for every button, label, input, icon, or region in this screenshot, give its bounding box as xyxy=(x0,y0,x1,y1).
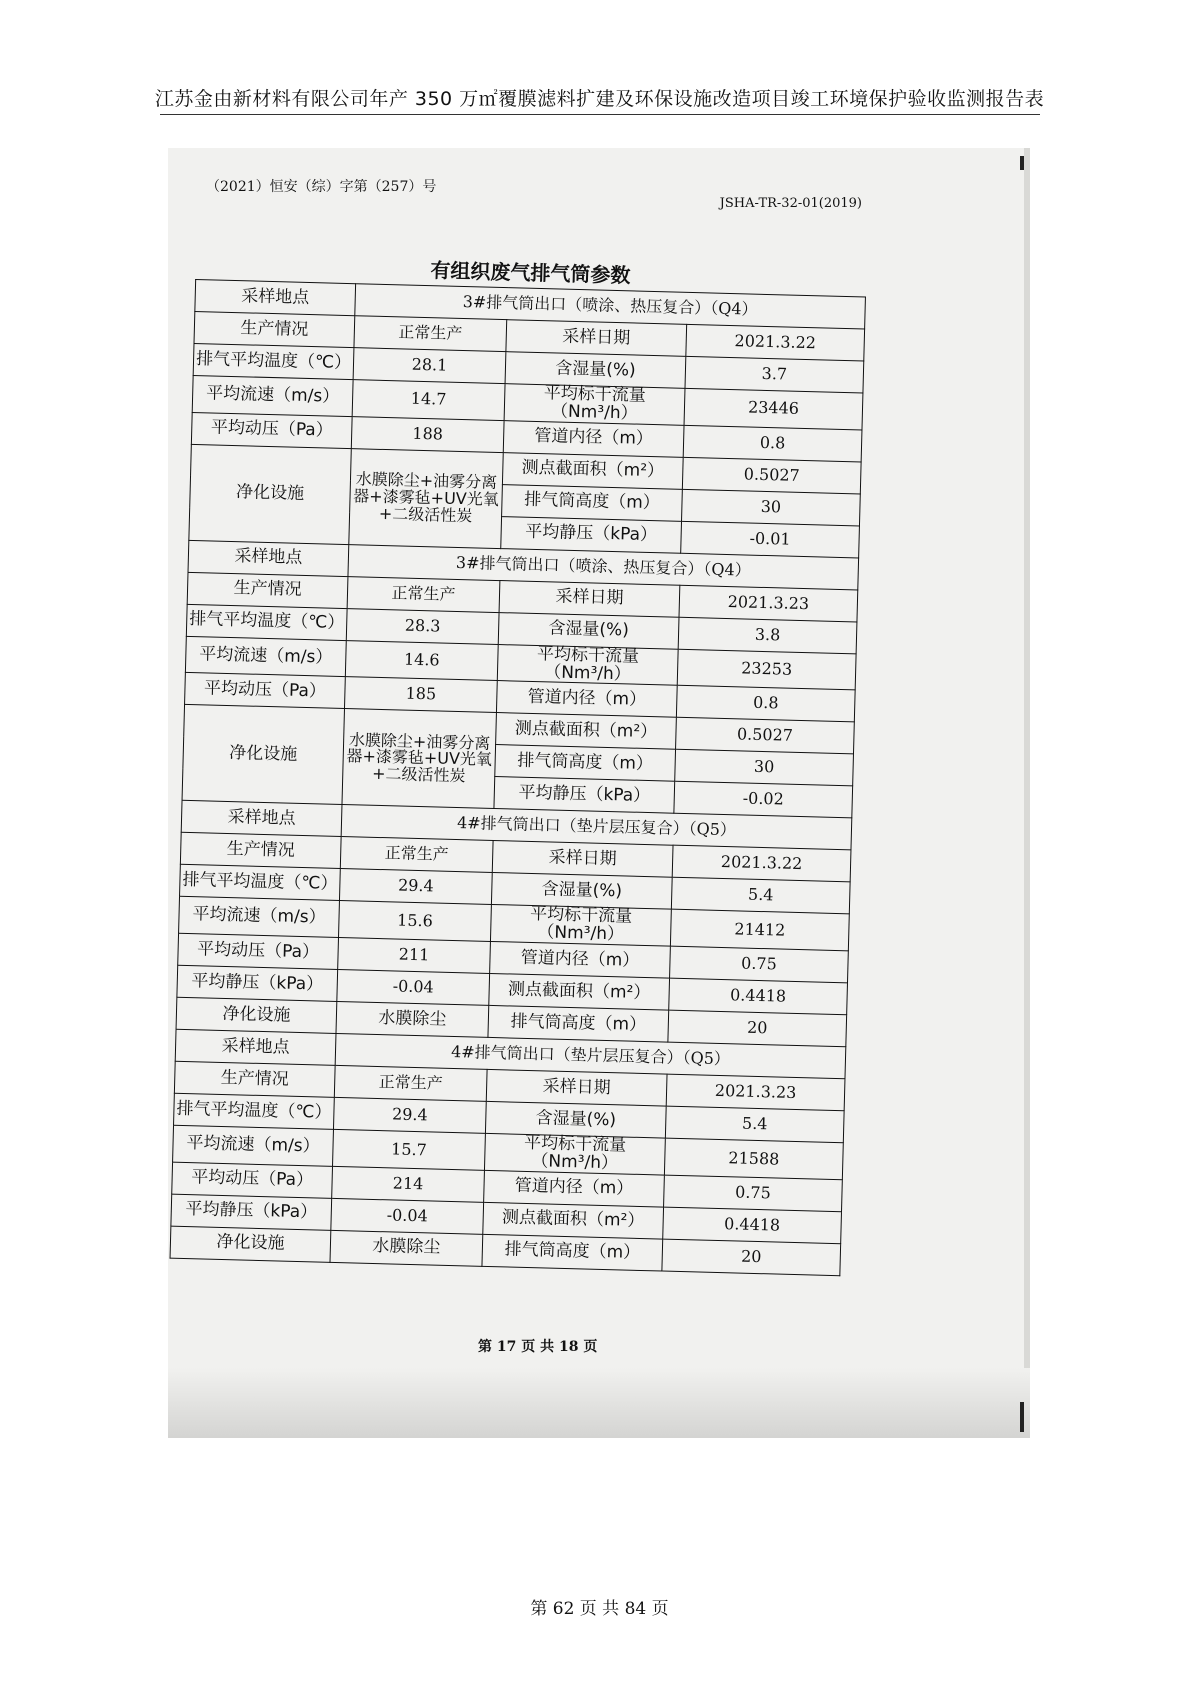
location-value: 4#排气筒出口（垫片层压复合）（Q5） xyxy=(341,805,852,850)
static-pressure-value: -0.01 xyxy=(681,521,860,558)
document-header: 江苏金由新材料有限公司年产 350 万㎡覆膜滤料扩建及环保设施改造项目竣工环境保护验收监测报告表 xyxy=(154,88,1045,110)
stack-height-label: 排气筒高度（m） xyxy=(495,745,676,782)
sampling-date-value: 2021.3.22 xyxy=(686,324,865,361)
section-area-value: 0.4418 xyxy=(669,978,848,1015)
location-label: 采样地点 xyxy=(188,540,349,576)
facility-value: 水膜除尘 xyxy=(330,1230,483,1266)
humidity-value: 5.4 xyxy=(665,1106,844,1143)
scan-edge xyxy=(1024,148,1030,1438)
temp-label: 排气平均温度（℃） xyxy=(180,865,341,901)
stack-height-label: 排气筒高度（m） xyxy=(502,484,683,521)
production-value: 正常生产 xyxy=(340,837,493,873)
duct-diameter-value: 0.75 xyxy=(664,1175,843,1212)
temp-value: 28.3 xyxy=(346,608,499,644)
production-value: 正常生产 xyxy=(347,576,500,612)
velocity-label: 平均流速（m/s） xyxy=(185,636,346,677)
duct-diameter-value: 0.8 xyxy=(676,686,855,723)
section-area-label: 测点截面积（m²） xyxy=(502,452,683,489)
flow-value: 21412 xyxy=(670,910,849,951)
facility-label: 净化设施 xyxy=(182,705,344,805)
velocity-label: 平均流速（m/s） xyxy=(179,897,340,938)
section-area-label: 测点截面积（m²） xyxy=(483,1202,664,1239)
temp-value: 28.1 xyxy=(353,348,506,384)
duct-diameter-label: 管道内径（m） xyxy=(503,420,684,457)
humidity-value: 3.8 xyxy=(678,617,857,654)
humidity-value: 3.7 xyxy=(685,356,864,393)
facility-value: 水膜除尘+油雾分离器+漆雾毡+UV光氧+二级活性炭 xyxy=(349,448,503,548)
stack-height-label: 排气筒高度（m） xyxy=(488,1005,669,1042)
scanned-page xyxy=(168,148,1030,1438)
flow-value: 23253 xyxy=(677,649,856,690)
production-label: 生产情况 xyxy=(187,572,348,608)
velocity-value: 15.7 xyxy=(333,1129,486,1170)
temp-value: 29.4 xyxy=(339,869,492,905)
flow-value: 21588 xyxy=(664,1138,843,1179)
flow-label: 平均标干流量（Nm³/h） xyxy=(504,384,685,425)
humidity-label: 含湿量(%) xyxy=(498,612,679,649)
section-area-label: 测点截面积（m²） xyxy=(489,973,670,1010)
header-rule xyxy=(160,114,1040,115)
temp-label: 排气平均温度（℃） xyxy=(174,1093,335,1129)
flow-label: 平均标干流量（Nm³/h） xyxy=(497,644,678,685)
production-label: 生产情况 xyxy=(194,311,355,347)
velocity-value: 14.7 xyxy=(352,380,505,421)
static-pressure-value: -0.04 xyxy=(331,1198,484,1234)
location-label: 采样地点 xyxy=(175,1029,336,1065)
temp-label: 排气平均温度（℃） xyxy=(186,604,347,640)
location-label: 采样地点 xyxy=(181,801,342,837)
section-area-value: 0.5027 xyxy=(682,457,861,494)
velocity-label: 平均流速（m/s） xyxy=(192,375,353,416)
static-pressure-label: 平均静压（kPa） xyxy=(171,1194,332,1230)
dyn-pressure-label: 平均动压（Pa） xyxy=(191,412,352,448)
dyn-pressure-value: 211 xyxy=(338,938,491,974)
scan-mark-bottom xyxy=(1020,1402,1024,1432)
stack-height-value: 20 xyxy=(668,1010,847,1047)
sampling-date-label: 采样日期 xyxy=(506,320,687,357)
dyn-pressure-label: 平均动压（Pa） xyxy=(178,933,339,969)
velocity-value: 14.6 xyxy=(345,640,498,681)
facility-label: 净化设施 xyxy=(170,1226,331,1262)
scan-shadow xyxy=(168,1368,1030,1438)
velocity-value: 15.6 xyxy=(338,901,491,942)
temp-label: 排气平均温度（℃） xyxy=(193,343,354,379)
sampling-date-label: 采样日期 xyxy=(486,1069,667,1106)
dyn-pressure-value: 185 xyxy=(344,677,497,713)
static-pressure-value: -0.02 xyxy=(674,782,853,819)
humidity-value: 5.4 xyxy=(671,878,850,915)
flow-label: 平均标干流量（Nm³/h） xyxy=(484,1133,665,1174)
inner-page-number: 第 17 页 共 18 页 xyxy=(478,1339,598,1355)
section-area-value: 0.4418 xyxy=(663,1207,842,1244)
sampling-date-value: 2021.3.23 xyxy=(666,1074,845,1111)
stack-params-table xyxy=(170,279,866,1276)
sampling-date-label: 采样日期 xyxy=(499,580,680,617)
duct-diameter-value: 0.8 xyxy=(683,425,862,462)
duct-diameter-label: 管道内径（m） xyxy=(496,681,677,718)
facility-label: 净化设施 xyxy=(176,997,337,1033)
flow-value: 23446 xyxy=(684,388,863,429)
temp-value: 29.4 xyxy=(333,1097,486,1133)
location-value: 3#排气筒出口（喷涂、热压复合）（Q4） xyxy=(355,284,866,329)
section-area-label: 测点截面积（m²） xyxy=(496,713,677,750)
production-value: 正常生产 xyxy=(354,316,507,352)
location-value: 4#排气筒出口（垫片层压复合）（Q5） xyxy=(335,1033,846,1078)
scan-mark-top xyxy=(1020,156,1024,170)
production-label: 生产情况 xyxy=(180,833,341,869)
table-title: 有组织废气排气筒参数 xyxy=(430,258,631,288)
facility-value: 水膜除尘 xyxy=(336,1002,489,1038)
location-label: 采样地点 xyxy=(195,280,356,316)
report-number: （2021）恒安（综）字第（257）号 xyxy=(206,179,437,195)
sampling-date-label: 采样日期 xyxy=(492,841,673,878)
page-footer: 第 62 页 共 84 页 xyxy=(530,1599,669,1619)
duct-diameter-value: 0.75 xyxy=(670,946,849,983)
stack-height-value: 30 xyxy=(675,750,854,787)
duct-diameter-label: 管道内径（m） xyxy=(490,942,671,979)
humidity-label: 含湿量(%) xyxy=(485,1101,666,1138)
production-value: 正常生产 xyxy=(334,1065,487,1101)
static-pressure-label: 平均静压（kPa） xyxy=(494,777,675,814)
stack-height-value: 20 xyxy=(662,1239,841,1276)
dyn-pressure-value: 214 xyxy=(332,1166,485,1202)
form-code: JSHA-TR-32-01(2019) xyxy=(719,196,862,211)
velocity-label: 平均流速（m/s） xyxy=(173,1125,334,1166)
section-area-value: 0.5027 xyxy=(676,718,855,755)
static-pressure-value: -0.04 xyxy=(337,970,490,1006)
dyn-pressure-label: 平均动压（Pa） xyxy=(172,1162,333,1198)
stack-height-value: 30 xyxy=(682,489,861,526)
facility-value: 水膜除尘+油雾分离器+漆雾毡+UV光氧+二级活性炭 xyxy=(342,709,496,809)
sampling-date-value: 2021.3.23 xyxy=(679,585,858,622)
duct-diameter-label: 管道内径（m） xyxy=(484,1170,665,1207)
sampling-date-value: 2021.3.22 xyxy=(672,846,851,883)
params-table-wrap xyxy=(170,248,866,1276)
location-value: 3#排气筒出口（喷涂、热压复合）（Q4） xyxy=(348,544,859,589)
humidity-label: 含湿量(%) xyxy=(505,352,686,389)
stack-height-label: 排气筒高度（m） xyxy=(482,1234,663,1271)
dyn-pressure-value: 188 xyxy=(351,416,504,452)
static-pressure-label: 平均静压（kPa） xyxy=(177,965,338,1001)
humidity-label: 含湿量(%) xyxy=(491,873,672,910)
dyn-pressure-label: 平均动压（Pa） xyxy=(185,673,346,709)
production-label: 生产情况 xyxy=(174,1061,335,1097)
facility-label: 净化设施 xyxy=(189,444,351,544)
flow-label: 平均标干流量（Nm³/h） xyxy=(490,905,671,946)
static-pressure-label: 平均静压（kPa） xyxy=(501,516,682,553)
